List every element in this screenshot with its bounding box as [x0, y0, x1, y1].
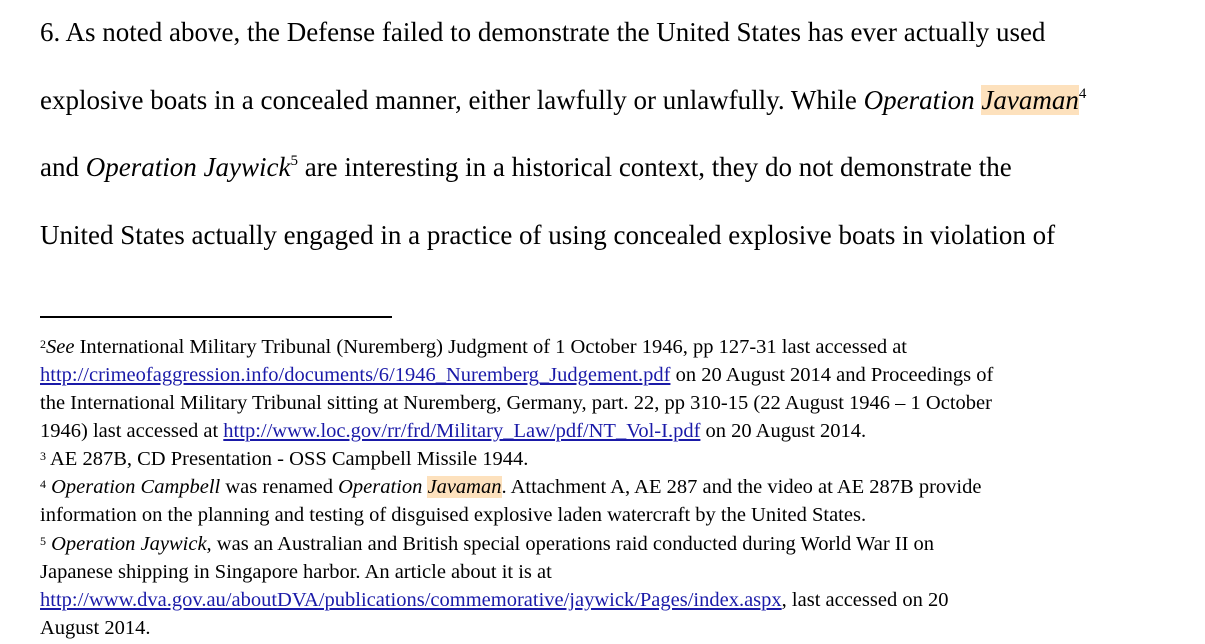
footnote-text: . Attachment A, AE 287 and the video at AE 287B provide	[501, 476, 982, 498]
body-text: are interesting in a historical context, they do not demonstrate the	[297, 152, 1012, 182]
footnote-text: information on the planning and testing of disguised explosive laden watercraft by the United States.	[40, 504, 867, 526]
footnote-mark: 4	[40, 477, 46, 491]
footnote-text: International Military Tribunal (Nuremberg) Judgment of 1 October 1946, pp 127-31 last accessed at	[74, 336, 907, 358]
footnote-2-line-3	[40, 391, 992, 415]
footnote-link[interactable]: http://www.dva.gov.au/aboutDVA/publications/commemorative/jaywick/Pages/index.aspx	[40, 589, 782, 611]
footnote-text: on 20 August 2014.	[700, 420, 867, 442]
footnote-4-line-2	[40, 503, 866, 527]
footnote-5-line-2	[40, 560, 552, 584]
footnote-text: , was an Australian and British special operations raid conducted during World War II on	[206, 533, 935, 555]
body-text: 6. As noted above, the Defense failed to demonstrate the United States has ever actually used	[40, 17, 1046, 47]
footnote-link[interactable]: http://www.loc.gov/rr/frd/Military_Law/pdf/NT_Vol-I.pdf	[223, 420, 701, 442]
footnote-text: the International Military Tribunal sitting at Nuremberg, Germany, part. 22, pp 310-15 (22 August 1946 – 1 October	[40, 392, 992, 414]
footnote-reference-4[interactable]: 4	[1078, 86, 1087, 102]
operation-name-italic: Operation	[863, 85, 982, 115]
footnote-reference-5[interactable]: 5	[290, 153, 298, 169]
body-line-3	[40, 151, 1012, 183]
footnote-text: August 2014.	[40, 617, 151, 639]
footnote-3	[40, 447, 528, 471]
footnote-text: was renamed	[220, 476, 339, 498]
operation-name-italic: Operation Jaywick	[46, 533, 207, 555]
footnote-link[interactable]: http://crimeofaggression.info/documents/6/1946_Nuremberg_Judgement.pdf	[40, 364, 671, 386]
footnote-separator	[40, 316, 392, 318]
footnote-5-line-1	[40, 532, 934, 556]
operation-name-italic: Operation Jaywick	[85, 152, 291, 182]
footnote-4-line-1	[40, 475, 981, 499]
body-line-4	[40, 219, 1055, 251]
footnote-text: on 20 August 2014 and Proceedings of	[670, 364, 994, 386]
footnote-5-line-3	[40, 588, 948, 612]
operation-name-italic: Operation	[338, 476, 428, 498]
footnote-2-line-4	[40, 419, 866, 443]
footnote-text: AE 287B, CD Presentation - OSS Campbell Missile 1944.	[46, 448, 529, 470]
highlighted-search-term: Javaman	[981, 85, 1079, 115]
body-line-2	[40, 84, 1086, 116]
footnote-mark: 2	[40, 337, 46, 351]
footnote-text: , last accessed on 20	[781, 589, 949, 611]
operation-name-italic: Operation Campbell	[46, 476, 221, 498]
footnote-2-line-2	[40, 363, 993, 387]
footnote-text: 1946) last accessed at	[40, 420, 224, 442]
highlighted-search-term: Javaman	[427, 476, 502, 498]
body-text: United States actually engaged in a practice of using concealed explosive boats in violation of	[40, 220, 1056, 250]
body-text: explosive boats in a concealed manner, either lawfully or unlawfully. While	[40, 85, 864, 115]
footnote-text: Japanese shipping in Singapore harbor. An article about it is at	[40, 561, 552, 583]
footnote-5-line-4	[40, 616, 150, 640]
body-text: and	[40, 152, 86, 182]
citation-signal: See	[46, 336, 75, 358]
body-line-1	[40, 16, 1045, 48]
footnote-2-line-1	[40, 335, 907, 359]
footnote-mark: 5	[40, 534, 46, 548]
footnote-mark: 3	[40, 449, 46, 463]
